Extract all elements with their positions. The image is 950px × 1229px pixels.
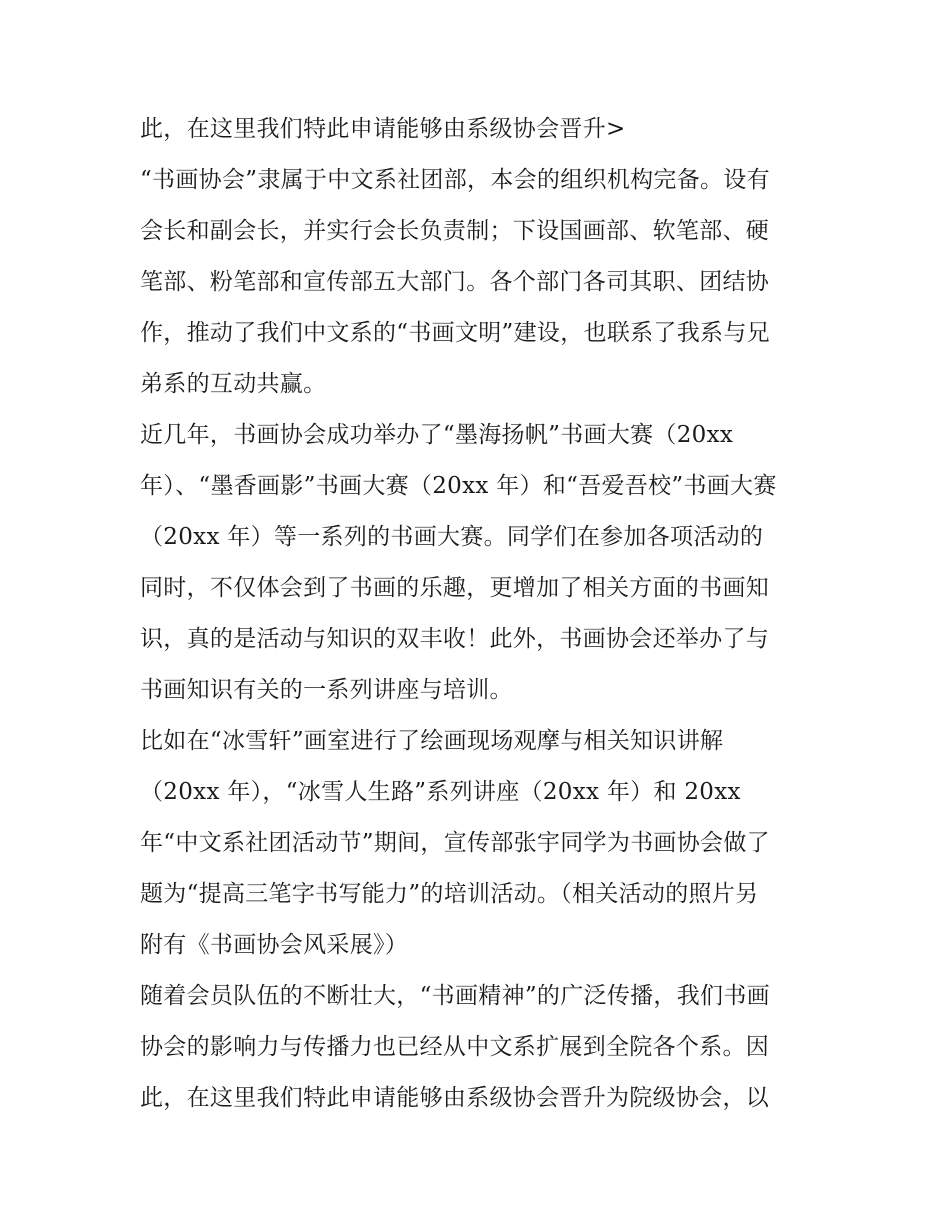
text-line: 此，在这里我们特此申请能够由系级协会晋升为院级协会，以 <box>140 1085 770 1111</box>
text-line: 比如在“冰雪轩”画室进行了绘画现场观摩与相关知识讲解 <box>140 728 724 754</box>
text-line: 弟系的互动共赢。 <box>140 371 327 397</box>
text-line: 书画知识有关的一系列讲座与培训。 <box>140 677 513 703</box>
text-line: 附有《书画协会风采展》） <box>140 932 409 958</box>
text-line: 作，推动了我们中文系的“书画文明”建设，也联系了我系与兄 <box>140 320 770 346</box>
text-line: （20xx 年）等一系列的书画大赛。同学们在参加各项活动的 <box>140 524 764 550</box>
text-line: 同时，不仅体会到了书画的乐趣，更增加了相关方面的书画知 <box>140 575 770 601</box>
text-line: 此，在这里我们特此申请能够由系级协会晋升> <box>140 116 626 142</box>
text-line: 会长和副会长，并实行会长负责制；下设国画部、软笔部、硬 <box>140 218 770 244</box>
text-line: 题为“提高三笔字书写能力”的培训活动。（相关活动的照片另 <box>140 881 759 907</box>
document-body <box>140 104 820 1124</box>
text-line: 年）、“墨香画影”书画大赛（20xx 年）和“吾爱吾校”书画大赛 <box>140 473 777 499</box>
text-line: 笔部、粉笔部和宣传部五大部门。各个部门各司其职、团结协 <box>140 269 770 295</box>
text-line: 随着会员队伍的不断壮大，“书画精神”的广泛传播，我们书画 <box>140 983 770 1009</box>
text-line: （20xx 年），“冰雪人生路”系列讲座（20xx 年）和 20xx <box>140 779 741 805</box>
text-line: “书画协会”隶属于中文系社团部，本会的组织机构完备。设有 <box>140 167 770 193</box>
text-line: 识，真的是活动与知识的双丰收！此外，书画协会还举办了与 <box>140 626 770 652</box>
text-line: 年“中文系社团活动节”期间，宣传部张宇同学为书画协会做了 <box>140 830 770 856</box>
text-line: 协会的影响力与传播力也已经从中文系扩展到全院各个系。因 <box>140 1034 770 1060</box>
text-line: 近几年，书画协会成功举办了“墨海扬帆”书画大赛（20xx <box>140 422 734 448</box>
